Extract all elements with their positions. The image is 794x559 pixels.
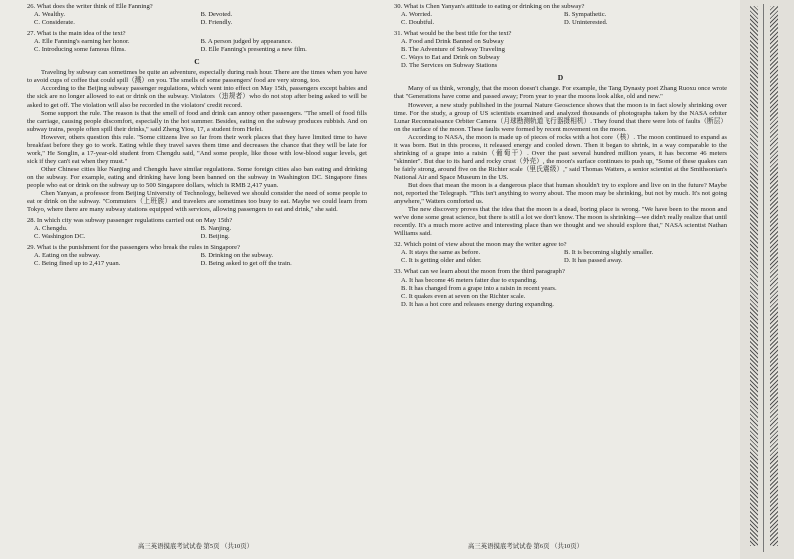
- passage-paragraph: But does that mean the moon is a dangerous place that human shouldn't try to explore and live on in the future? Maybe not, reported the Telegraph. "This isn't anything to worry about. The moon may be shrinking, but not by much. It's not going anywhere," Watters comforted us.: [394, 181, 727, 206]
- passage-paragraph: Chen Yanyan, a professor from Beijing University of Technology, believed we should consider the need of some people to eat or drink on the subway. "Commuters（上班族）and travelers are sometimes too busy to eat. Maybe we could learn from Tokyo, where there are many subway stations equipped with services, allowing passengers to eat and drink," she said.: [27, 190, 367, 214]
- option-a[interactable]: A. Eating on the subway.: [34, 252, 101, 260]
- option-b[interactable]: B. It has changed from a grape into a raisin in recent years.: [401, 284, 557, 292]
- option-d[interactable]: D. Beijing.: [200, 233, 230, 241]
- option-a[interactable]: A. It stays the same as before.: [401, 249, 481, 257]
- passage-paragraph: The new discovery proves that the idea that the moon is a dead, boring place is wrong. "We have been to the moon and we've done some great science, but there is still a lot we don't know. The moon is shrinking—we didn't really realize that until recently. It's a much more active and interesting place than we thought and we should explore that," NASA scientist Nathan Williams said.: [394, 206, 727, 238]
- option-c[interactable]: C. Considerate.: [34, 19, 75, 27]
- page-footer-right: 高三英语摸底考试试卷 第6页 （共10页）: [468, 543, 584, 550]
- option-b[interactable]: B. Nanjing.: [200, 225, 232, 233]
- option-d[interactable]: D. It has a hot core and releases energy during expanding.: [401, 300, 554, 308]
- option-b[interactable]: B. Sympathetic.: [564, 11, 607, 19]
- option-d[interactable]: D. The Services on Subway Stations: [401, 62, 498, 70]
- question-30: [394, 3, 727, 27]
- binding-pattern: [770, 6, 778, 546]
- passage-paragraph: Many of us think, wrongly, that the moon doesn't change. For example, the Tang Dynasty poet Zhang Ruoxu once wrote that "Generations have come and passed away; From year to year the moons look alike, old and new.": [394, 85, 727, 101]
- question-stem: 27. What is the main idea of the text?: [27, 30, 126, 38]
- option-d[interactable]: D. Being asked to get off the train.: [200, 260, 292, 268]
- option-a[interactable]: A. Elle Fanning's earning her honor.: [34, 38, 130, 46]
- right-page: [394, 0, 727, 559]
- option-c[interactable]: C. Washington DC.: [34, 233, 86, 241]
- option-a[interactable]: A. Food and Drink Banned on Subway: [401, 38, 504, 46]
- option-a[interactable]: A. It has become 46 meters fatter due to expanding.: [401, 276, 538, 284]
- option-c[interactable]: C. Introducing some famous films.: [34, 46, 126, 54]
- passage-paragraph: Traveling by subway can sometimes be quite an adventure, especially during rush hour. There are the times when you have to avoid cups of coffee that could spill（溅）on you. The smells of some passengers' food are very strong, too.: [27, 69, 367, 85]
- option-b[interactable]: B. A person judged by appearance.: [200, 38, 293, 46]
- option-c[interactable]: C. It quakes even at seven on the Richter scale.: [401, 292, 526, 300]
- option-b[interactable]: B. Devoted.: [200, 11, 233, 19]
- option-b[interactable]: B. The Adventure of Subway Traveling: [401, 46, 505, 54]
- option-a[interactable]: A. Chengdu.: [34, 225, 68, 233]
- question-stem: 28. In which city was subway passenger regulations carried out on May 15th?: [27, 217, 233, 225]
- option-a[interactable]: A. Wealthy.: [34, 11, 65, 19]
- binding-line: [763, 4, 764, 552]
- option-d[interactable]: D. Elle Fanning's presenting a new film.: [200, 46, 307, 54]
- section-title-d: D: [557, 73, 564, 83]
- question-31: [394, 30, 727, 70]
- question-stem: 31. What would be the best title for the text?: [394, 30, 512, 38]
- option-d[interactable]: D. It has passed away.: [564, 257, 623, 265]
- option-b[interactable]: B. It is becoming slightly smaller.: [564, 249, 654, 257]
- option-c[interactable]: C. Doubtful.: [401, 19, 435, 27]
- passage-paragraph: However, others question this rule. "Some citizens live so far from their work places that they have limited time to have breakfast before they go to work. Eating while they travel saves them time and decreases the chance that they will be late for work," He Songlin, a 17-year-old student from Chengdu said, "And some people, like those with low-blood sugar levels, get sick if they can't eat when they must.": [27, 133, 367, 165]
- left-page: [27, 0, 367, 559]
- passage-c: [27, 69, 367, 214]
- section-title-c: C: [194, 57, 200, 67]
- question-26: [27, 3, 367, 27]
- page-footer-left: 高三英语摸底考试试卷 第5页 （共10页）: [138, 543, 254, 550]
- question-stem: 33. What can we learn about the moon from the third paragraph?: [394, 268, 565, 276]
- binding-pattern: [750, 6, 758, 546]
- question-stem: 29. What is the punishment for the passengers who break the rules in Singapore?: [27, 244, 241, 252]
- question-28: [27, 217, 367, 241]
- passage-paragraph: According to the Beijing subway passenger regulations, which went into effect on May 15th, passengers except babies and the sick are no longer allowed to eat or drink on the subway. Violators（违规者）who do not stop after being asked to will be asked to get off. The violation will also be recorded in the violators' credit record.: [27, 85, 367, 109]
- option-c[interactable]: C. Being fined up to 2,417 yuan.: [34, 260, 121, 268]
- question-stem: 30. What is Chen Yanyan's attitude to eating or drinking on the subway?: [394, 3, 585, 10]
- option-b[interactable]: B. Drinking on the subway.: [200, 252, 273, 260]
- question-29: [27, 244, 367, 268]
- option-d[interactable]: D. Uninterested.: [564, 19, 608, 27]
- question-27: [27, 30, 367, 54]
- question-stem: 26. What does the writer think of Elle Fanning?: [27, 3, 153, 10]
- passage-paragraph: Other Chinese cities like Nanjing and Chengdu have similar regulations. Some foreign cities also ban eating and drinking on the subway. For example, eating and drinking have long been banned on the subway in Washington DC. Singapore fines people who eat or drink on the subway up to 500 Singapore dollars, which is RMB 2,417 yuan.: [27, 165, 367, 189]
- passage-paragraph: However, a new study published in the journal Nature Geoscience shows that the moon is in fact slowly shrinking over time. For the study, a group of US scientists examined and analyzed thousands of photographs taken by the NASA orbiter Lunar Reconnaissance Orbiter Camera（月球勘测轨道飞行器摄相机）. They found that there were lots of faults（断层）on the surface of the moon. These faults were formed by recent movement on the moon.: [394, 101, 727, 133]
- option-a[interactable]: A. Worried.: [401, 11, 433, 19]
- option-c[interactable]: C. It is getting older and older.: [401, 257, 482, 265]
- option-c[interactable]: C. Ways to Eat and Drink on Subway: [401, 54, 500, 62]
- question-33: [394, 268, 727, 308]
- binding-margin: [740, 0, 794, 559]
- question-32: [394, 241, 727, 265]
- passage-paragraph: Some support the rule. The reason is that the smell of food and drink can annoy other passengers. "The smell of food fills the carriage, causing people discomfort, especially in the hot summer. Besides, eating on the subway produces rubbish. And on subway trains, people often spill their drinks," said Zheng Yiou, 17, a student from Hefei.: [27, 109, 367, 133]
- question-stem: 32. Which point of view about the moon may the writer agree to?: [394, 241, 567, 249]
- passage-paragraph: According to NASA, the moon is made up of pieces of rocks with a hot core（核）. The moon continued to expand as it was born. But in this process, it released energy and cooled down. Then it began to shrink, in a way comparable to the shrinking of a grape into a raisin（葡萄干）. Over the past several hundred million years, it has become 46 meters "skinnier". But due to its hard and rocky crust（外壳）, the moon's surface continues to push up, "Some of these quakes can be fairly strong, around five on the Richter scale（里氏震级）," said Thomas Watters, a senior scientist at the Smithsonian's National Air and Space Museum in the US.: [394, 133, 727, 181]
- option-d[interactable]: D. Friendly.: [200, 19, 233, 27]
- passage-d: [394, 85, 727, 238]
